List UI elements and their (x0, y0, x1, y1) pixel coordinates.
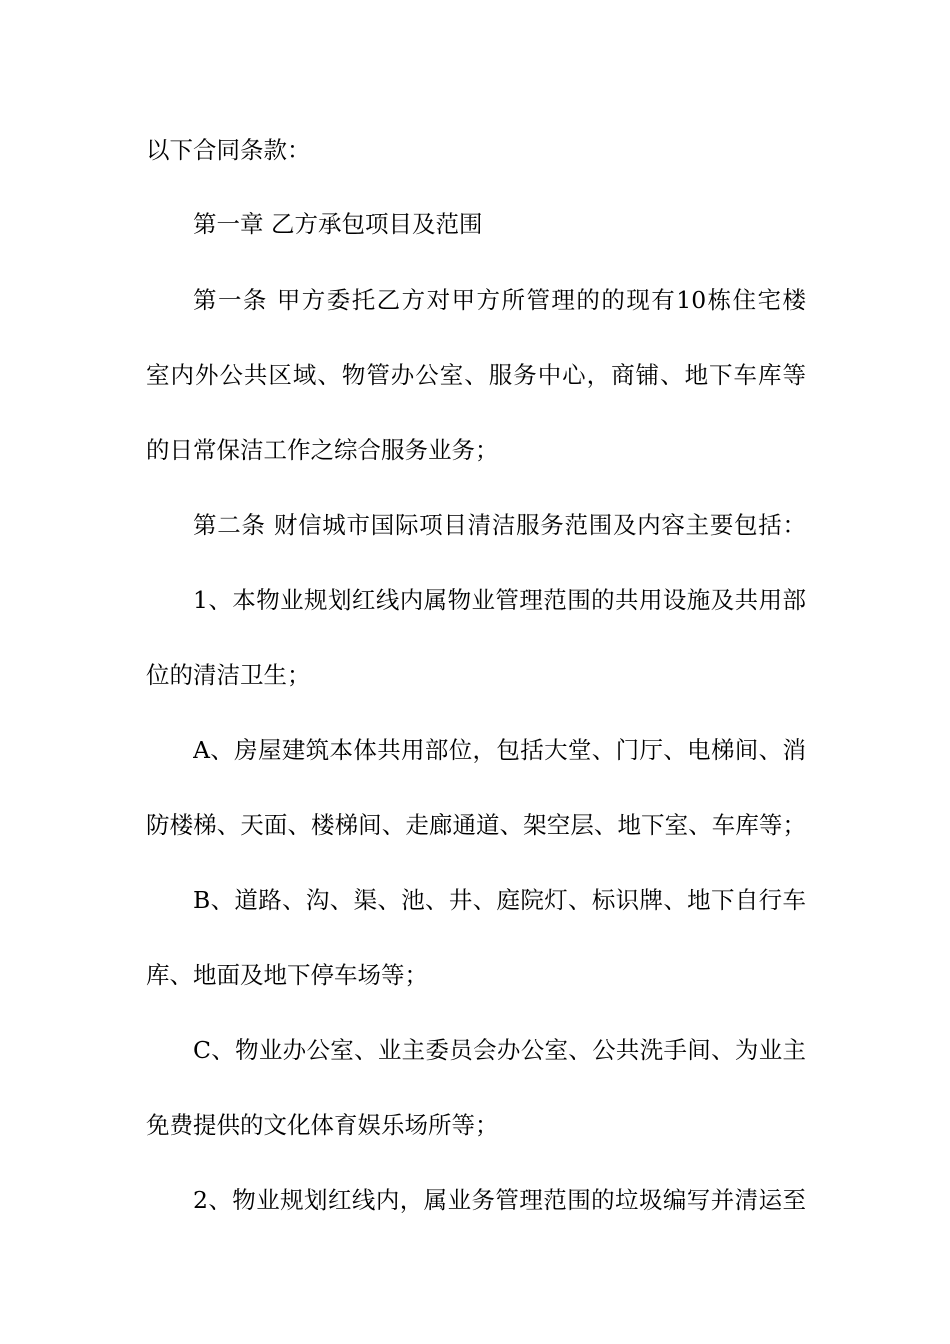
text-line-1: 以下合同条款： (146, 136, 311, 164)
item-b-line-1: B、道路、沟、渠、池、井、庭院灯、标识牌、地下自行车 (193, 886, 806, 914)
item-c-line-1: C、物业办公室、业主委员会办公室、公共洗手间、为业主 (193, 1036, 806, 1064)
item-c-line-2: 免费提供的文化体育娱乐场所等； (146, 1111, 499, 1139)
article-two-line-1: 第二条 财信城市国际项目清洁服务范围及内容主要包括： (193, 511, 806, 539)
item-b-line-2: 库、地面及地下停车场等； (146, 961, 428, 989)
article-one-line-1: 第一条 甲方委托乙方对甲方所管理的的现有10栋住宅楼 (193, 286, 806, 314)
item-1-line-2: 位的清洁卫生； (146, 661, 311, 689)
item-a-line-2: 防楼梯、天面、楼梯间、走廊通道、架空层、地下室、车库等； (146, 811, 806, 839)
item-1-line-1: 1、本物业规划红线内属物业管理范围的共用设施及共用部 (193, 586, 806, 614)
chapter-heading: 第一章 乙方承包项目及范围 (193, 210, 483, 238)
item-a-line-1: A、房屋建筑本体共用部位，包括大堂、门厅、电梯间、消 (193, 736, 806, 764)
item-2-line-1: 2、物业规划红线内，属业务管理范围的垃圾编写并清运至 (193, 1186, 806, 1214)
article-one-line-3: 的日常保洁工作之综合服务业务； (146, 436, 499, 464)
article-one-line-2: 室内外公共区域、物管办公室、服务中心，商铺、地下车库等 (146, 361, 806, 389)
